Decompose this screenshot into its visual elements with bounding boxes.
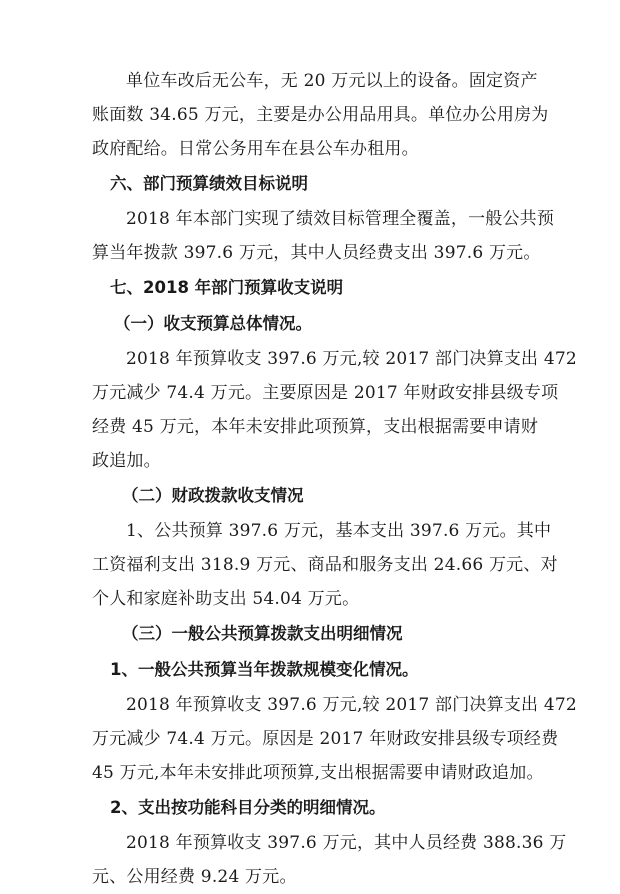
paragraph-scale xyxy=(92,688,577,790)
text-line: 单位车改后无公车，无 20 万元以上的设备。固定资产 xyxy=(126,71,538,91)
paragraph-function xyxy=(92,826,567,894)
paragraph-performance xyxy=(92,202,555,270)
heading-sub-2: （二）财政拨款收支情况 xyxy=(122,486,304,505)
text-line: 万元减少 74.4 万元。主要原因是 2017 年财政安排县级专项 xyxy=(92,383,559,403)
paragraph-fiscal xyxy=(92,514,558,616)
text-line: 2018 年本部门实现了绩效目标管理全覆盖，一般公共预 xyxy=(126,209,555,229)
heading-section-7: 七、2018 年部门预算收支说明 xyxy=(110,278,344,297)
text-line: 元、公用经费 9.24 万元。 xyxy=(92,867,297,887)
text-line: 政追加。 xyxy=(92,451,161,471)
paragraph-assets xyxy=(92,64,549,166)
text-line: 1、公共预算 397.6 万元，基本支出 397.6 万元。其中 xyxy=(126,521,552,541)
paragraph-overall xyxy=(92,342,577,478)
text-line: 经费 45 万元，本年未安排此项预算，支出根据需要申请财 xyxy=(92,417,539,437)
text-line: 账面数 34.65 万元，主要是办公用品用具。单位办公用房为 xyxy=(92,105,549,125)
heading-section-6: 六、部门预算绩效目标说明 xyxy=(110,174,308,193)
text-line: 45 万元,本年未安排此项预算,支出根据需要申请财政追加。 xyxy=(92,763,544,783)
text-line: 政府配给。日常公务用车在县公车办租用。 xyxy=(92,139,419,159)
text-line: 个人和家庭补助支出 54.04 万元。 xyxy=(92,589,360,609)
text-line: 2018 年预算收支 397.6 万元,较 2017 部门决算支出 472 xyxy=(126,349,577,369)
text-line: 2018 年预算收支 397.6 万元,较 2017 部门决算支出 472 xyxy=(126,695,577,715)
heading-item-1: 1、一般公共预算当年拨款规模变化情况。 xyxy=(110,660,419,679)
heading-sub-1: （一）收支预算总体情况。 xyxy=(114,314,312,333)
text-line: 算当年拨款 397.6 万元，其中人员经费支出 397.6 万元。 xyxy=(92,243,541,263)
text-line: 2018 年预算收支 397.6 万元，其中人员经费 388.36 万 xyxy=(126,833,567,853)
heading-item-2: 2、支出按功能科目分类的明细情况。 xyxy=(110,798,386,817)
heading-sub-3: （三）一般公共预算拨款支出明细情况 xyxy=(122,624,403,643)
text-line: 工资福利支出 318.9 万元、商品和服务支出 24.66 万元、对 xyxy=(92,555,558,575)
text-line: 万元减少 74.4 万元。原因是 2017 年财政安排县级专项经费 xyxy=(92,729,559,749)
